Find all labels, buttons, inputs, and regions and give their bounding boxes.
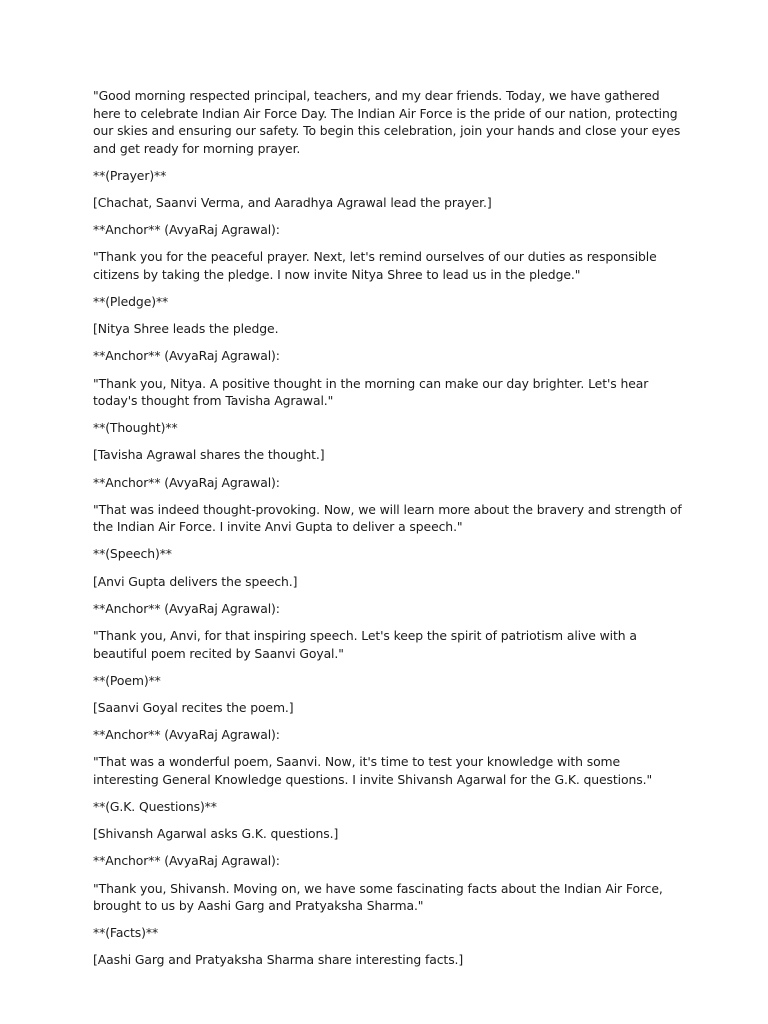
document-page (93, 87, 683, 979)
paragraph-pledge-intro: "Thank you for the peaceful prayer. Next, let's remind ourselves of our duties as responsible citizens by taking the pledge. I now invite Nitya Shree to lead us in the pledge." (93, 249, 657, 282)
note-thought: [Tavisha Agrawal shares the thought.] (93, 447, 325, 463)
note-pledge: [Nitya Shree leads the pledge. (93, 321, 279, 337)
anchor-label: **Anchor** (AvyaRaj Agrawal): (93, 727, 280, 743)
heading-speech: **(Speech)** (93, 546, 172, 562)
note-poem: [Saanvi Goyal recites the poem.] (93, 699, 294, 715)
paragraph-speech-intro: "That was indeed thought-provoking. Now, we will learn more about the bravery and strength of the Indian Air Force. I invite Anvi Gupta to deliver a speech." (93, 501, 682, 535)
heading-thought: **(Thought)** (93, 420, 178, 436)
note-speech: [Anvi Gupta delivers the speech.] (93, 573, 298, 589)
note-prayer: [Chachat, Saanvi Verma, and Aaradhya Agrawal lead the prayer.] (93, 194, 492, 210)
paragraph-poem-intro: "Thank you, Anvi, for that inspiring speech. Let's keep the spirit of patriotism alive with a beautiful poem recited by Saanvi Goyal." (93, 628, 637, 661)
note-facts: [Aashi Garg and Pratyaksha Sharma share interesting facts.] (93, 952, 464, 968)
heading-gk-questions: **(G.K. Questions)** (93, 798, 217, 814)
paragraph-intro: "Good morning respected principal, teachers, and my dear friends. Today, we have gathered here to celebrate Indian Air Force Day. The Indian Air Force is the pride of our nation, protecting our skies and ensuring our safety. To begin this celebration, join your hands and close your eyes and get ready for morning prayer. (93, 88, 681, 156)
note-gk-questions: [Shivansh Agarwal asks G.K. questions.] (93, 826, 339, 842)
paragraph-gk-intro: "That was a wonderful poem, Saanvi. Now, it's time to test your knowledge with some interesting General Knowledge questions. I invite Shivansh Agarwal for the G.K. questions." (93, 754, 653, 787)
paragraph-thought-intro: "Thank you, Nitya. A positive thought in the morning can make our day brighter. Let's hear today's thought from Tavisha Agrawal." (93, 375, 649, 408)
paragraph-facts-intro: "Thank you, Shivansh. Moving on, we have some fascinating facts about the Indian Air Force, brought to us by Aashi Garg and Pratyaksha Sharma." (93, 880, 663, 913)
anchor-label: **Anchor** (AvyaRaj Agrawal): (93, 474, 280, 490)
anchor-label: **Anchor** (AvyaRaj Agrawal): (93, 853, 280, 869)
heading-facts: **(Facts)** (93, 925, 159, 941)
heading-poem: **(Poem)** (93, 672, 161, 688)
heading-pledge: **(Pledge)** (93, 293, 169, 309)
anchor-label: **Anchor** (AvyaRaj Agrawal): (93, 222, 280, 238)
anchor-label: **Anchor** (AvyaRaj Agrawal): (93, 600, 280, 616)
heading-prayer: **(Prayer)** (93, 167, 167, 183)
anchor-label: **Anchor** (AvyaRaj Agrawal): (93, 348, 280, 364)
